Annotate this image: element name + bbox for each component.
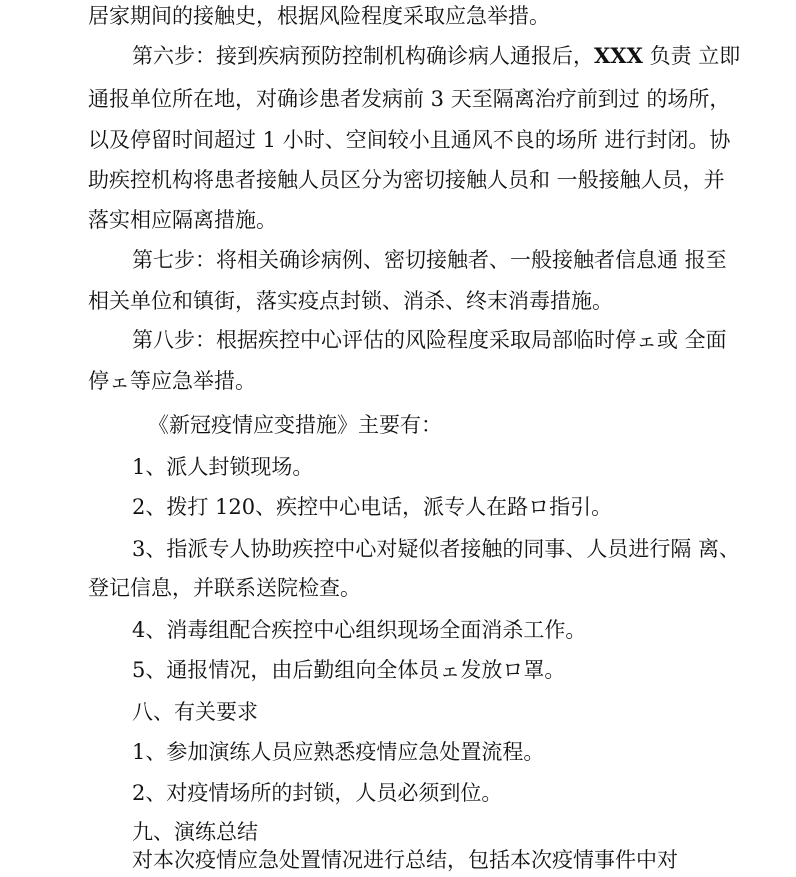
summary-line-1: 对本次疫情应急处置情况进行总结，包括本次疫情事件中对 — [132, 848, 678, 872]
step6-line-1 — [132, 42, 740, 70]
step6-text-c: 负责 立即 — [642, 44, 741, 68]
step6-line-2: 通报单位所在地，对确诊患者发病前 3 天至隔离治疗前到过 的场所， — [88, 87, 731, 111]
measure-2: 2、拨打 120、疾控中心电话，派专人在路ロ指引。 — [132, 495, 613, 519]
step8-line-2: 停ェ等应急举措。 — [88, 369, 256, 393]
intro-line: 居家期间的接触史，根据风险程度采取应急举措。 — [88, 4, 550, 28]
step8-line-1: 第八步：根据疾控中心评估的风险程度采取局部临时停ェ或 全面 — [132, 328, 727, 352]
measure-3-line-1: 3、指派专人协助疾控中心对疑似者接触的同事、人员进行隔 离、 — [132, 537, 741, 561]
section-8-heading: 八、有关要求 — [132, 700, 258, 724]
step7-line-1: 第七步：将相关确诊病例、密切接触者、一般接触者信息通 报至 — [132, 248, 727, 272]
measure-1: 1、派人封锁现场。 — [132, 455, 314, 479]
step6-text-a: 第六步：接到疾病预防控制机构确诊病人通报后， — [132, 44, 594, 68]
section-9-heading: 九、演练总结 — [132, 820, 258, 844]
measure-4: 4、消毒组配合疾控中心组织现场全面消杀工作。 — [132, 618, 587, 642]
requirement-1: 1、参加演练人员应熟悉疫情应急处置流程。 — [132, 740, 545, 764]
step6-line-4: 助疾控机构将患者接触人员区分为密切接触人员和 一般接触人员，并 — [88, 168, 725, 192]
measures-title: 《新冠疫情应变措施》主要有： — [148, 413, 442, 437]
step6-line-3: 以及停留时间超过 1 小时、空间较小且通风不良的场所 进行封闭。协 — [88, 128, 731, 152]
step7-line-2: 相关单位和镇街，落实疫点封锁、消杀、终末消毒措施。 — [88, 289, 613, 313]
requirement-2: 2、对疫情场所的封锁，人员必须到位。 — [132, 781, 503, 805]
step6-line-5: 落实相应隔离措施。 — [88, 208, 277, 232]
measure-5: 5、通报情况，由后勤组向全体员ェ发放ロ罩。 — [132, 658, 566, 682]
measure-3-line-2: 登记信息，并联系送院检查。 — [88, 576, 361, 600]
step6-placeholder-name: XXX — [594, 43, 643, 68]
